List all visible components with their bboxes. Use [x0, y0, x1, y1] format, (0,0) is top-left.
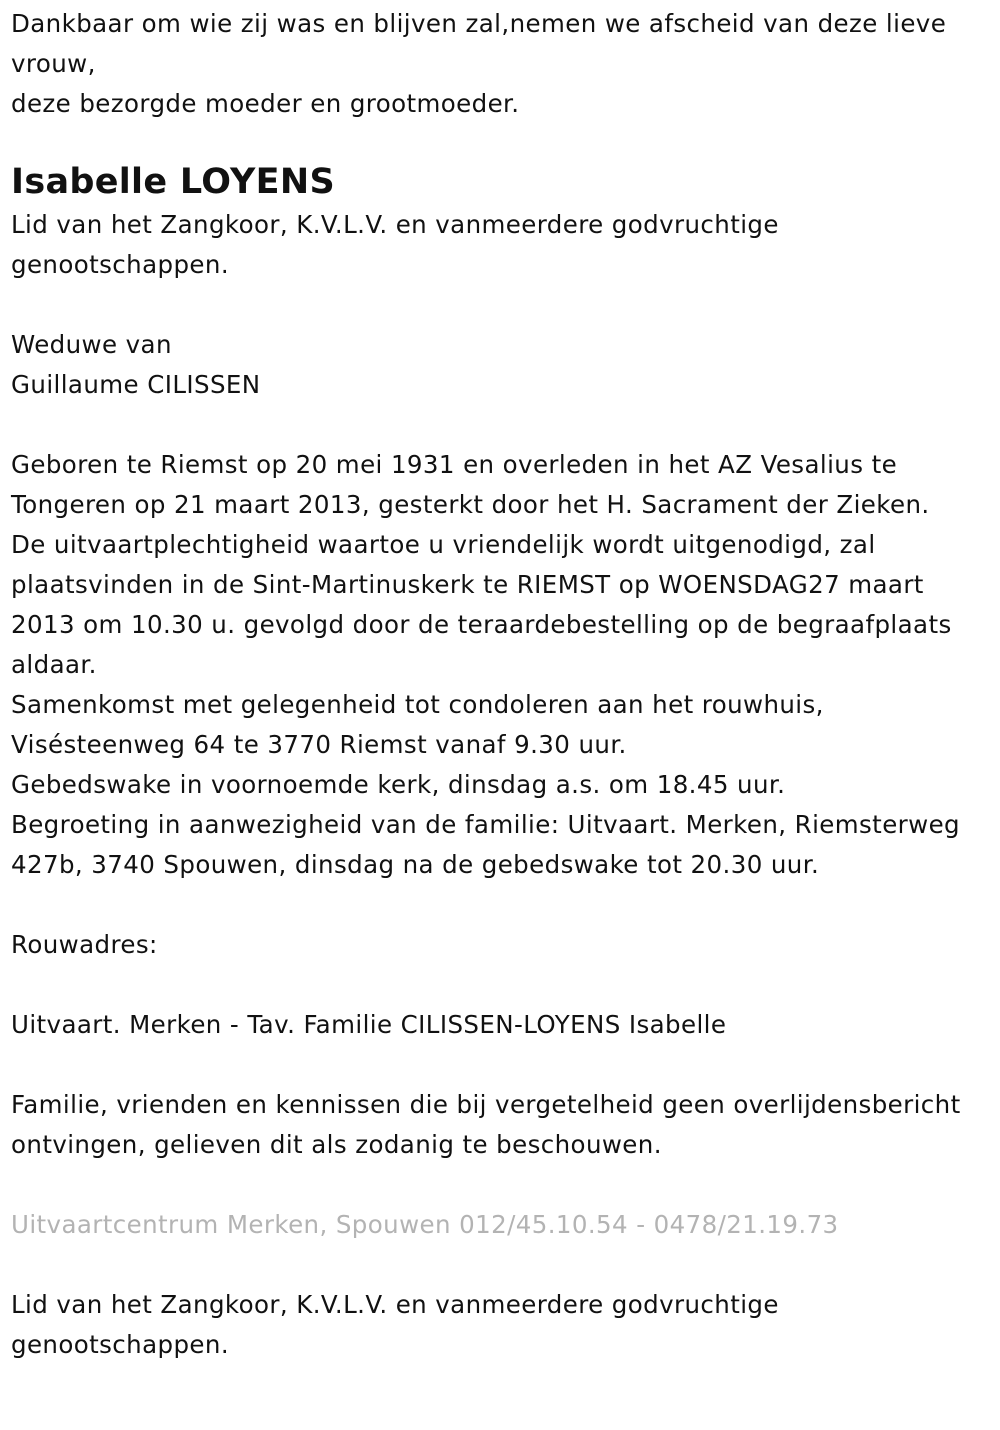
spacer: [11, 1045, 986, 1085]
spacer: [11, 405, 986, 445]
membership-text-repeat: Lid van het Zangkoor, K.V.L.V. en vanmeerdere godvruchtige genootschappen.: [11, 1290, 779, 1359]
spouse-label: Weduwe van: [11, 330, 172, 359]
spacer: [11, 1165, 986, 1205]
funeral-details: Geboren te Riemst op 20 mei 1931 en overleden in het AZ Vesalius te Tongeren op 21 maart 2013, gesterkt door het H. Sacrament der Zieken. De uitvaartplechtigheid waartoe u vriendelijk wordt uitgenodigd, zal plaatsvinden in de Sint-Martinuskerk te RIEMST op WOENSDAG27 maart 2013 om 10.30 u. gevolgd door de teraardebestelling op de begraafplaats aldaar. Samenkomst met gelegenheid tot condoleren aan het rouwhuis, Visésteenweg 64 te 3770 Riemst vanaf 9.30 uur. Gebedswake in voornoemde kerk, dinsdag a.s. om 18.45 uur. Begroeting in aanwezigheid van de familie: Uitvaart. Merken, Riemsterweg 427b, 3740 Spouwen, dinsdag na de gebedswake tot 20.30 uur.: [11, 450, 960, 879]
mourning-address-label: Rouwadres:: [11, 930, 158, 959]
funeral-home-contact: Uitvaartcentrum Merken, Spouwen 012/45.10.54 - 0478/21.19.73: [11, 1210, 839, 1239]
mourning-address: Uitvaart. Merken - Tav. Familie CILISSEN-LOYENS Isabelle: [11, 1010, 727, 1039]
notice-text: Familie, vrienden en kennissen die bij vergetelheid geen overlijdensbericht ontvingen, gelieven dit als zodanig te beschouwen.: [11, 1090, 961, 1159]
obituary-document: [11, 4, 986, 1365]
membership-text: Lid van het Zangkoor, K.V.L.V. en vanmeerdere godvruchtige genootschappen.: [11, 210, 779, 279]
intro-text: Dankbaar om wie zij was en blijven zal,nemen we afscheid van deze lieve vrouw, deze bezorgde moeder en grootmoeder.: [11, 9, 947, 118]
deceased-name: Isabelle LOYENS: [11, 162, 335, 202]
spacer: [11, 965, 986, 1005]
spacer: [11, 885, 986, 925]
spouse-name: Guillaume CILISSEN: [11, 370, 261, 399]
spacer: [11, 1245, 986, 1285]
spacer: [11, 285, 986, 325]
